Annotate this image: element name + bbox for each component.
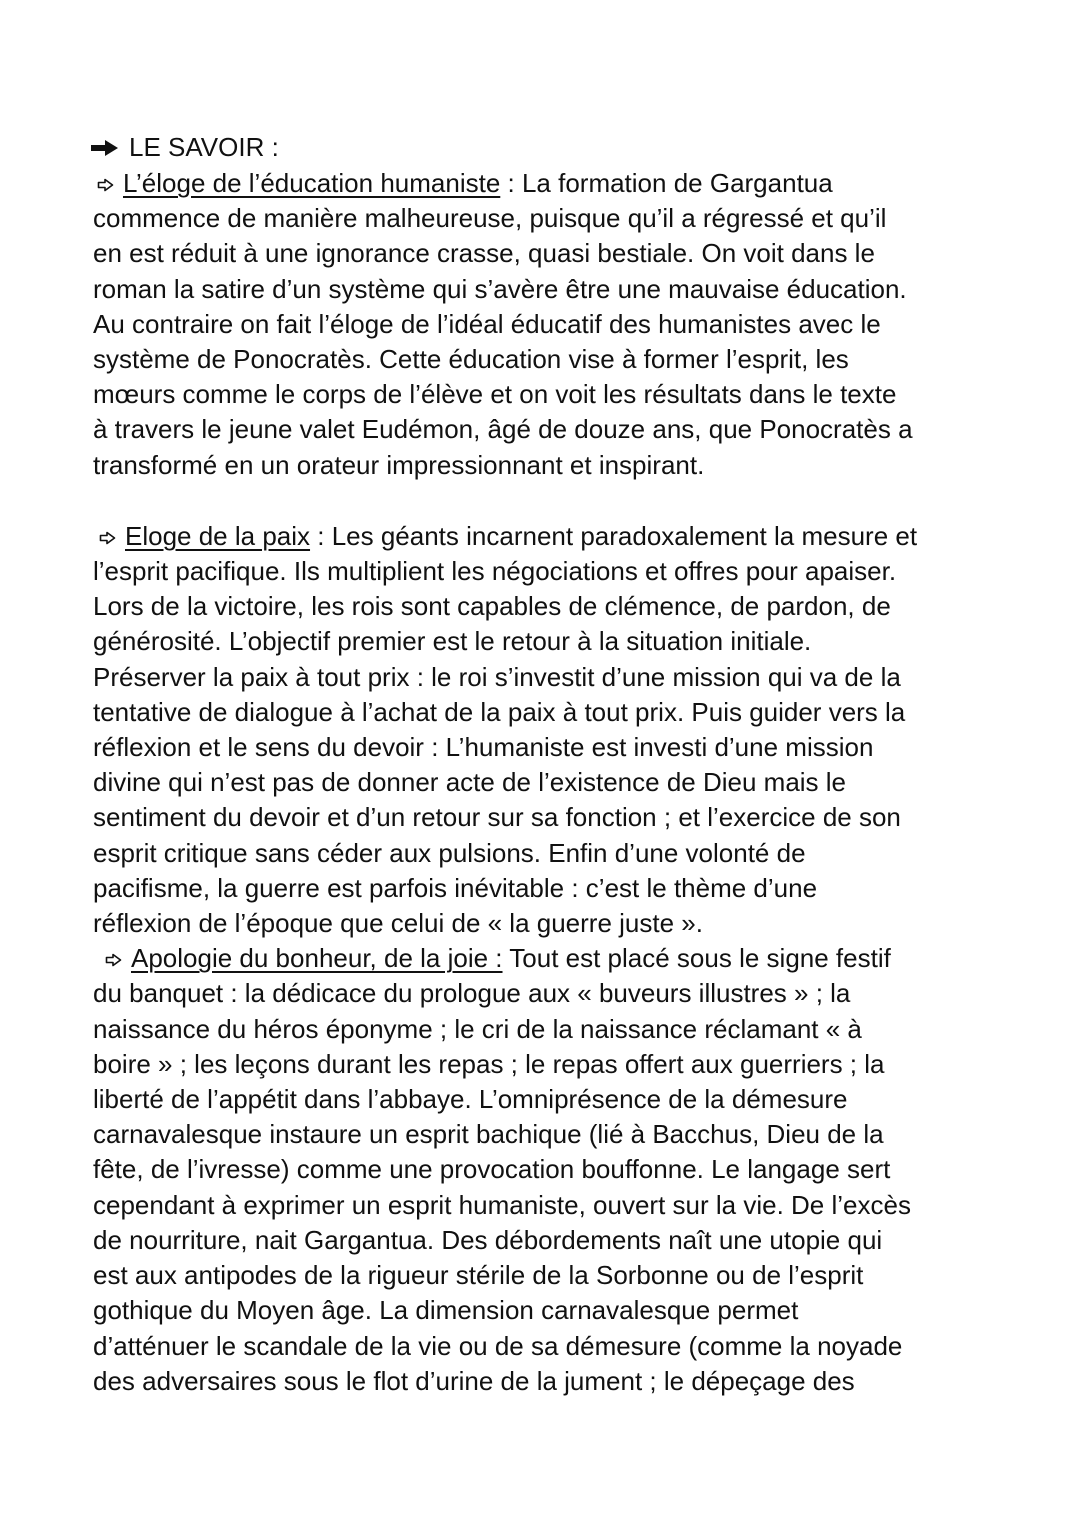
- text-line: sentiment du devoir et d’un retour sur sa fonction ; et l’exercice de son: [93, 802, 901, 833]
- heading-text: LE SAVOIR :: [129, 132, 279, 163]
- text-line: des adversaires sous le flot d’urine de la jument ; le dépeçage des: [93, 1365, 855, 1396]
- text-line: est aux antipodes de la rigueur stérile de la Sorbonne ou de l’esprit: [93, 1260, 864, 1291]
- text-line: Les géants incarnent paradoxalement la mesure et: [331, 520, 918, 551]
- text-line: l’esprit pacifique. Ils multiplient les négociations et offres pour apaiser.: [93, 556, 897, 587]
- text-line: roman la satire d’un système qui s’avère être une mauvaise éducation.: [93, 273, 907, 304]
- section-title: Apologie du bonheur, de la joie :: [131, 943, 503, 974]
- paragraph-joy: [93, 941, 993, 1399]
- paragraph-peace: [93, 519, 993, 941]
- text-line: La formation de Gargantua: [521, 168, 833, 198]
- text-line: tentative de dialogue à l’achat de la paix à tout prix. Puis guider vers la: [93, 696, 906, 727]
- paragraph-education: [93, 166, 993, 483]
- text-line: système de Ponocratès. Cette éducation vise à former l’esprit, les: [93, 344, 849, 375]
- paragraph-first-line: [93, 519, 993, 554]
- text-line: naissance du héros éponyme ; le cri de la naissance réclamant « à: [93, 1013, 862, 1044]
- text-line: Préserver la paix à tout prix : le roi s’investit d’une mission qui va de la: [93, 661, 901, 692]
- section-title: L’éloge de l’éducation humaniste: [123, 168, 501, 198]
- text-line: boire » ; les leçons durant les repas ; le repas offert aux guerriers ; la: [93, 1048, 885, 1079]
- text-line: transformé en un orateur impressionnant et inspirant.: [93, 449, 705, 480]
- text-line: du banquet : la dédicace du prologue aux « buveurs illustres » ; la: [93, 978, 851, 1009]
- text-line: pacifisme, la guerre est parfois inévitable : c’est le thème d’une: [93, 872, 818, 903]
- hollow-arrow-icon: [99, 531, 116, 545]
- section-title: Eloge de la paix: [125, 520, 311, 551]
- title-separator: :: [500, 168, 522, 198]
- text-line: esprit critique sans céder aux pulsions. Enfin d’une volonté de: [93, 837, 806, 868]
- text-line: en est réduit à une ignorance crasse, quasi bestiale. On voit dans le: [93, 238, 875, 269]
- text-line: mœurs comme le corps de l’élève et on voit les résultats dans le texte: [93, 379, 897, 410]
- text-line: carnavalesque instaure un esprit bachique (lié à Bacchus, Dieu de la: [93, 1119, 884, 1150]
- text-line: cependant à exprimer un esprit humaniste, ouvert sur la vie. De l’excès: [93, 1189, 911, 1220]
- text-line: réflexion et le sens du devoir : L’humaniste est investi d’une mission: [93, 732, 874, 763]
- paragraph-first-line: [93, 941, 993, 976]
- section-heading: [90, 130, 993, 166]
- hollow-arrow-icon: [97, 178, 114, 192]
- text-line: générosité. L’objectif premier est le retour à la situation initiale.: [93, 626, 812, 657]
- text-line: liberté de l’appétit dans l’abbaye. L’omniprésence de la démesure: [93, 1084, 848, 1115]
- paragraph-spacer: [93, 483, 993, 519]
- text-line: divine qui n’est pas de donner acte de l’existence de Dieu mais le: [93, 767, 847, 798]
- text-line: Lors de la victoire, les rois sont capables de clémence, de pardon, de: [93, 591, 891, 622]
- text-line: Tout est placé sous le signe festif: [509, 943, 891, 974]
- text-line: fête, de l’ivresse) comme une provocation bouffonne. Le langage sert: [93, 1154, 891, 1185]
- text-line: réflexion de l’époque que celui de « la guerre juste ».: [93, 908, 703, 939]
- text-line: Au contraire on fait l’éloge de l’idéal éducatif des humanistes avec le: [93, 308, 881, 339]
- paragraph-first-line: [93, 166, 993, 201]
- document-page: [93, 130, 993, 1399]
- hollow-arrow-icon: [105, 953, 122, 967]
- text-line: d’atténuer le scandale de la vie ou de sa démesure (comme la noyade: [93, 1330, 903, 1361]
- text-line: commence de manière malheureuse, puisque qu’il a régressé et qu’il: [93, 203, 887, 234]
- title-separator: :: [310, 520, 332, 551]
- right-arrow-icon: [90, 139, 120, 157]
- text-line: à travers le jeune valet Eudémon, âgé de douze ans, que Ponocratès a: [93, 414, 913, 445]
- text-line: de nourriture, nait Gargantua. Des débordements naît une utopie qui: [93, 1224, 883, 1255]
- text-line: gothique du Moyen âge. La dimension carnavalesque permet: [93, 1295, 799, 1326]
